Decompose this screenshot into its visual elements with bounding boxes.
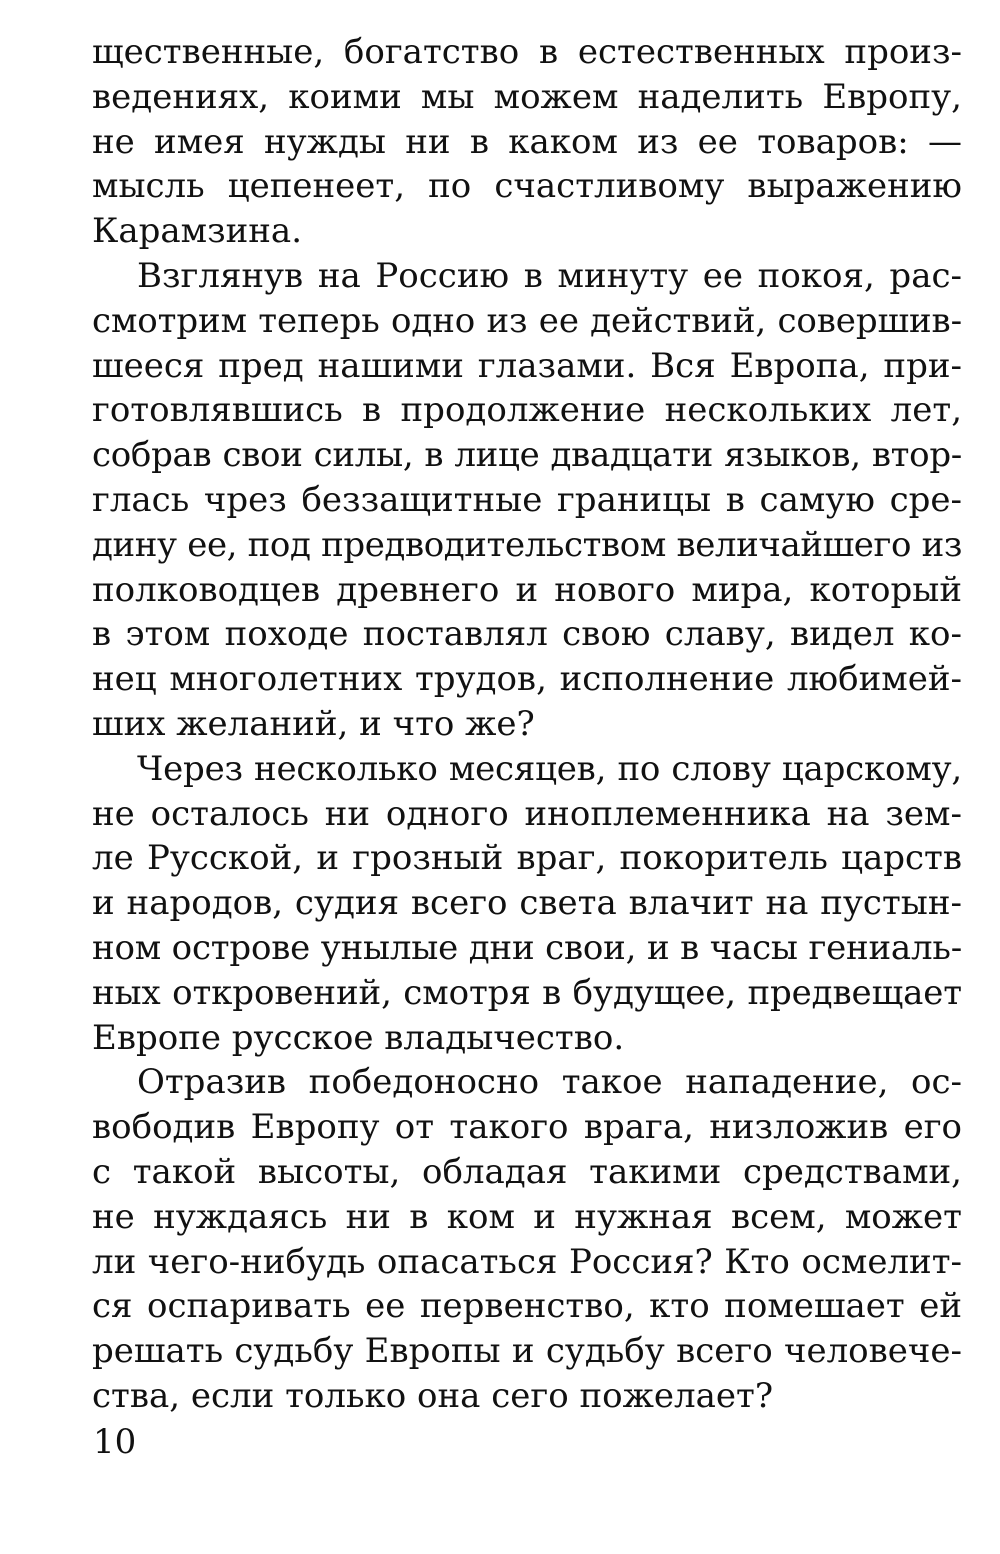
text-line: щественные, богатство в естественных произ- [92, 32, 962, 72]
text-line: ных откровений, смотря в будущее, предвещает [92, 972, 962, 1013]
text-line: Взглянув на Россию в минуту ее покоя, рас- [137, 255, 962, 296]
page-number: 10 [93, 1422, 137, 1462]
text-line: ства, если только она сего пожелает? [92, 1375, 774, 1416]
text-line: вободив Европу от такого врага, низложив его [92, 1107, 962, 1148]
text-line: смотрим теперь одно из ее действий, совершив- [92, 300, 962, 341]
paragraph [92, 1060, 962, 1418]
text-line: ведениях, коими мы можем наделить Европу, [92, 76, 962, 117]
text-line: глась чрез беззащитные границы в самую сре- [92, 479, 962, 520]
text-line: ся оспаривать ее первенство, кто помешает ей [92, 1286, 962, 1327]
text-line: решать судьбу Европы и судьбу всего человече- [92, 1331, 962, 1372]
text-line: не осталось ни одного иноплеменника на зем- [92, 793, 962, 834]
body-text [92, 30, 962, 1419]
text-line: Через несколько месяцев, по слову царскому, [137, 748, 962, 789]
text-line: в этом походе поставлял свою славу, видел ко- [92, 614, 962, 655]
text-line: ле Русской, и грозный враг, покоритель царств [92, 838, 962, 879]
text-line: полководцев древнего и нового мира, который [92, 569, 962, 610]
text-line: нец многолетних трудов, исполнение любимей- [92, 659, 962, 700]
text-line: Карамзина. [92, 211, 303, 252]
text-line: дину ее, под предводительством величайшего из [92, 524, 962, 565]
text-line: и народов, судия всего света влачит на пустын- [92, 883, 962, 924]
text-line: ном острове унылые дни свои, и в часы гениаль- [92, 927, 962, 968]
text-line: мысль цепенеет, по счастливому выражению [92, 166, 962, 207]
text-line: готовлявшись в продолжение нескольких лет, [92, 390, 962, 431]
text-line: ших желаний, и что же? [92, 703, 535, 744]
text-line: собрав свои силы, в лице двадцати языков, втор- [92, 435, 962, 476]
text-line: не нуждаясь ни в ком и нужная всем, может [92, 1196, 962, 1237]
text-line: Европе русское владычество. [92, 1017, 625, 1058]
paragraph [92, 254, 962, 747]
paragraph [92, 747, 962, 1061]
text-line: с такой высоты, обладая такими средствами, [92, 1151, 962, 1192]
text-line: не имея нужды ни в каком из ее товаров: — [92, 121, 962, 162]
text-line: ли чего-нибудь опасаться Россия? Кто осмелит- [92, 1241, 962, 1282]
text-line: шееся пред нашими глазами. Вся Европа, при- [92, 345, 962, 386]
text-line: Отразив победоносно такое нападение, ос- [137, 1062, 962, 1103]
paragraph [92, 30, 962, 254]
